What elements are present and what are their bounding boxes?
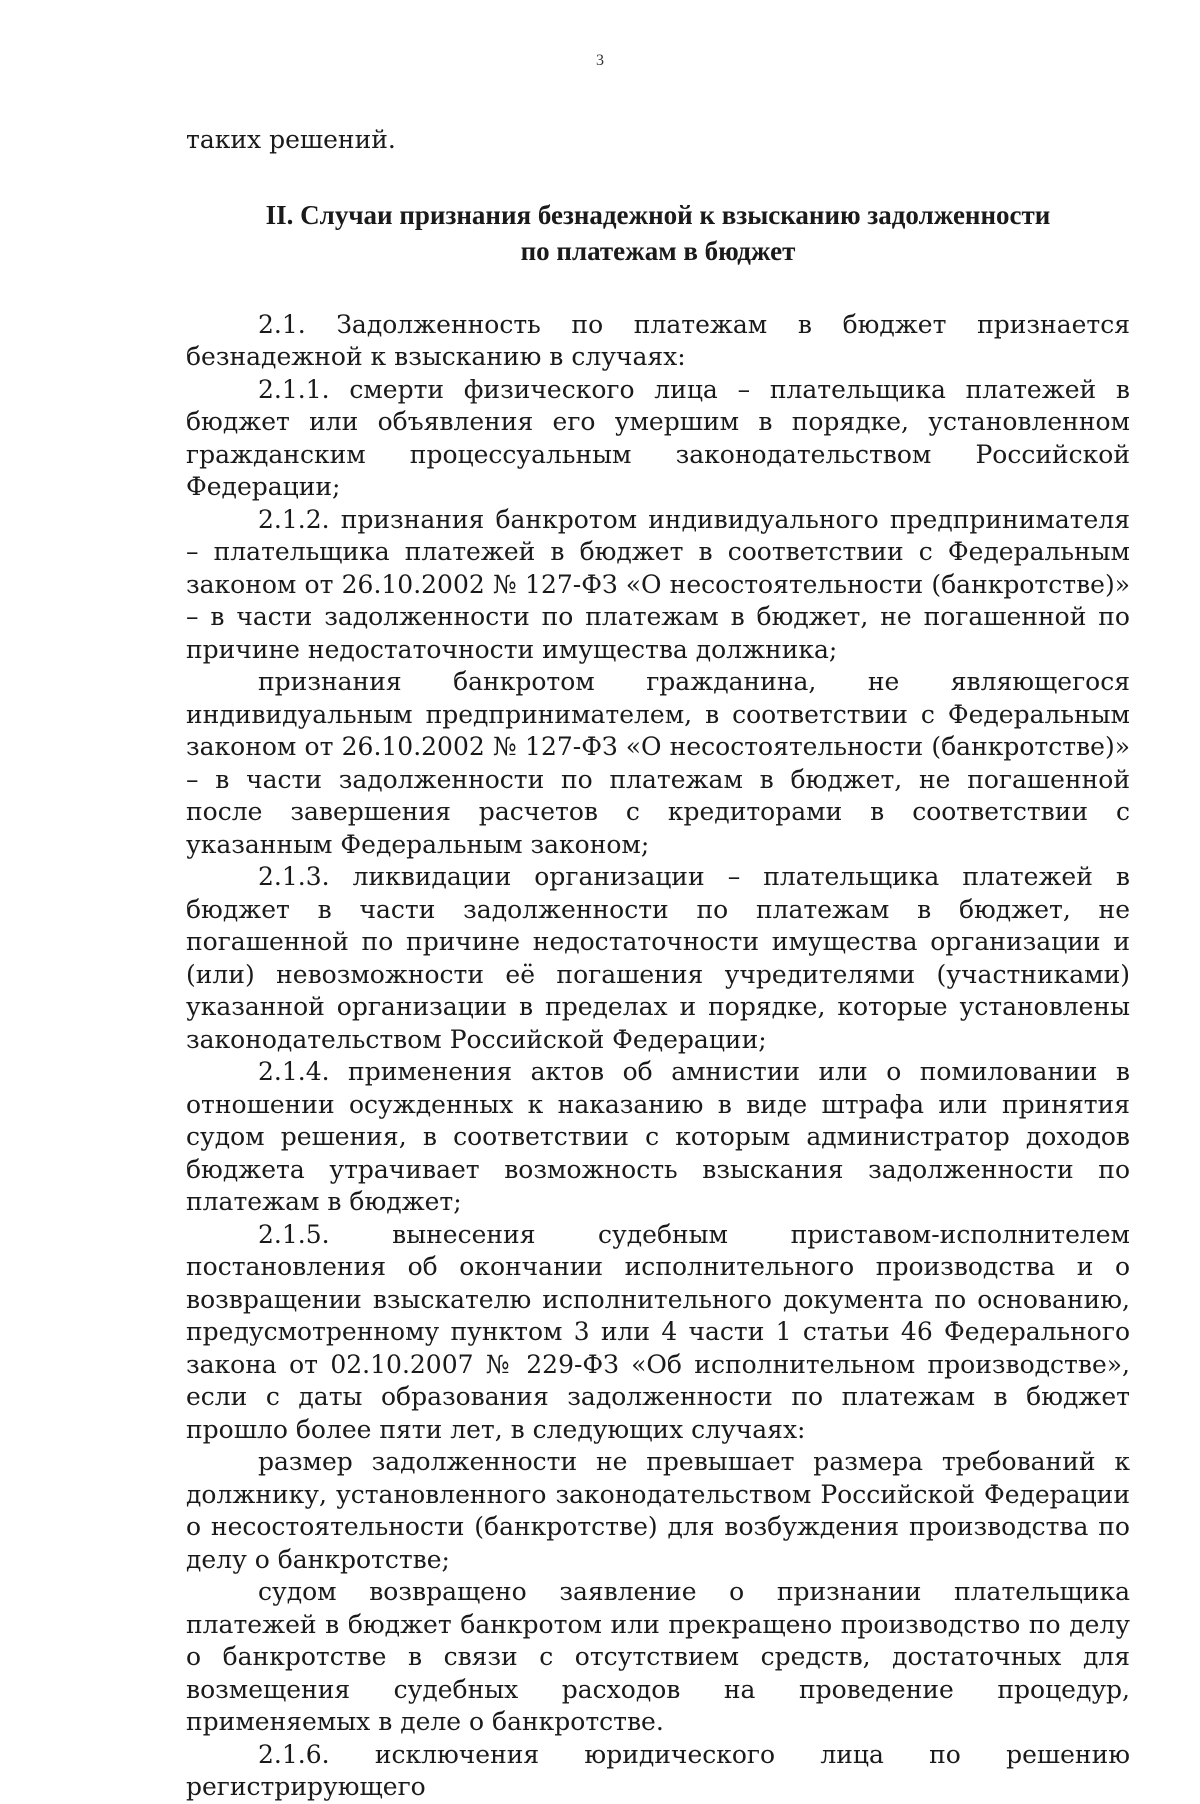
paragraph-2-1-2: 2.1.2. признания банкротом индивидуального предпринимателя – плательщика платежей в бюджет в соответствии с Федеральным законом от 26.10.2002 № 127-ФЗ «О несостоятельности (банкротстве)» – в части задолженности по платежам в бюджет, не погашенной по причине недостаточности имущества должника; [186, 504, 1130, 664]
paragraph-2-1-3: 2.1.3. ликвидации организации – плательщика платежей в бюджет в части задолженности по платежам в бюджет, не погашенной по причине недостаточности имущества организации и (или) невозможности её погашения учредителями (участниками) указанной организации в пределах и порядке, которые установлены законодательством Российской Федерации; [186, 862, 1130, 1054]
document-body [186, 124, 1130, 1804]
paragraph-2-1-5-case-a: размер задолженности не превышает размера требований к должнику, установленного законодательством Российской Федерации о несостоятельности (банкротстве) для возбуждения производства по делу о банкротстве; [186, 1447, 1130, 1574]
paragraph-2-1-5-case-b: судом возвращено заявление о признании плательщика платежей в бюджет банкротом или прекращено производство по делу о банкротстве в связи с отсутствием средств, достаточных для возмещения судебных расходов на проведение процедур, применяемых в деле о банкротстве. [186, 1577, 1130, 1736]
paragraph-2-1: 2.1. Задолженность по платежам в бюджет признается безнадежной к взысканию в случаях: [186, 309, 1130, 371]
section-paragraphs [186, 309, 1130, 1804]
section-title-line-1: II. Случаи признания безнадежной к взысканию задолженности [265, 199, 1051, 230]
page-number: 3 [596, 52, 604, 69]
paragraph-2-1-4: 2.1.4. применения актов об амнистии или о помиловании в отношении осужденных к наказанию в виде штрафа или принятия судом решения, в соответствии с которым администратор доходов бюджета утрачивает возможность взыскания задолженности по платежам в бюджет; [186, 1057, 1130, 1216]
paragraph-2-1-2-citizen: признания банкротом гражданина, не являющегося индивидуальным предпринимателем, в соответствии с Федеральным законом от 26.10.2002 № 127-ФЗ «О несостоятельности (банкротстве)» – в части задолженности по платежам в бюджет, не погашенной после завершения расчетов с кредиторами в соответствии с указанным Федеральным законом; [186, 667, 1130, 859]
section-heading [186, 197, 1130, 269]
paragraph-2-1-6: 2.1.6. исключения юридического лица по решению регистрирующего [186, 1739, 1130, 1801]
continuation-text: таких решений. [186, 125, 396, 154]
section-title-line-2: по платежам в бюджет [520, 235, 796, 266]
paragraph-2-1-1: 2.1.1. смерти физического лица – плательщика платежей в бюджет или объявления его умершим в порядке, установленном гражданским процессуальным законодательством Российской Федерации; [186, 374, 1130, 501]
paragraph-2-1-5: 2.1.5. вынесения судебным приставом-исполнителем постановления об окончании исполнительного производства и о возвращении взыскателю исполнительного документа по основанию, предусмотренному пунктом 3 или 4 части 1 статьи 46 Федерального закона от 02.10.2007 № 229-ФЗ «Об исполнительном производстве», если с даты образования задолженности по платежам в бюджет прошло более пяти лет, в следующих случаях: [186, 1219, 1130, 1444]
